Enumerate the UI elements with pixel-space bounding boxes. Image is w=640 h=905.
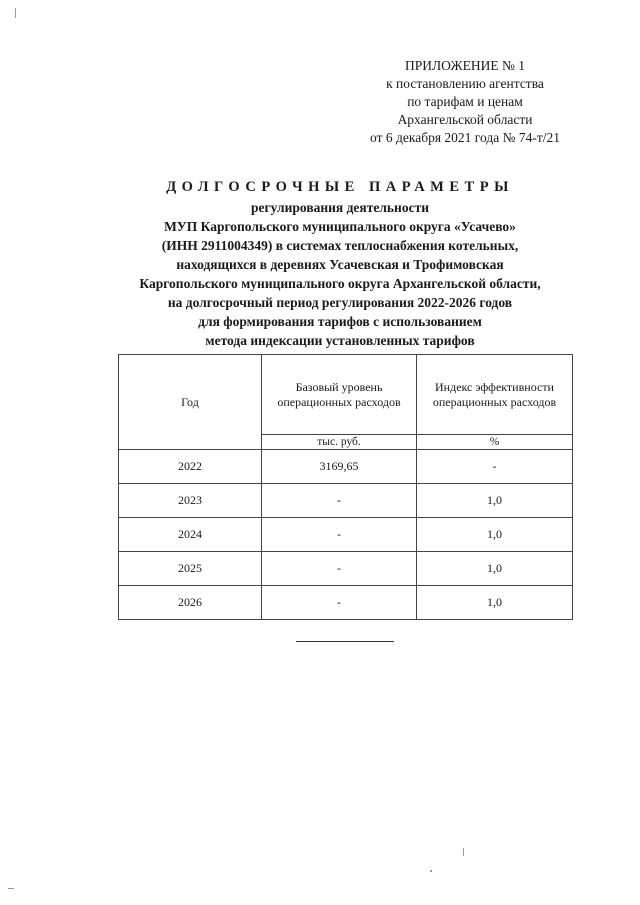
appendix-header (320, 57, 610, 147)
cell-year: 2024 (119, 518, 262, 552)
title-line: (ИНН 2911004349) в системах теплоснабжения котельных, (161, 238, 519, 253)
unit-index: % (417, 435, 573, 450)
closing-rule (296, 641, 394, 642)
table-row (119, 484, 573, 518)
appendix-line: по тарифам и ценам (407, 94, 523, 109)
scan-speck (430, 870, 432, 872)
cell-base: - (262, 518, 417, 552)
appendix-line: к постановлению агентства (386, 76, 544, 91)
appendix-number: ПРИЛОЖЕНИЕ № 1 (404, 58, 526, 73)
title-line: регулирования деятельности (251, 200, 429, 215)
title-line: МУП Каргопольского муниципального округа «Усачево» (164, 219, 516, 234)
cell-year: 2022 (119, 450, 262, 484)
cell-year: 2026 (119, 586, 262, 620)
appendix-date: от 6 декабря 2021 года № 74-т/21 (370, 130, 560, 145)
unit-base: тыс. руб. (262, 435, 417, 450)
cell-base: - (262, 484, 417, 518)
title-line: для формирования тарифов с использованием (198, 314, 482, 329)
header-base-line2: операционных расходов (277, 394, 401, 409)
title-heading: ДОЛГОСРОЧНЫЕ ПАРАМЕТРЫ (166, 179, 514, 195)
header-year (119, 355, 262, 450)
parameters-table (118, 354, 573, 620)
title-line: Каргопольского муниципального округа Архангельской области, (139, 276, 541, 291)
cell-base: - (262, 586, 417, 620)
appendix-line: Архангельской области (397, 112, 533, 127)
title-line: на долгосрочный период регулирования 2022-2026 годов (167, 295, 513, 310)
table-header-row (119, 355, 573, 435)
header-efficiency-index (417, 355, 573, 435)
scan-speck (8, 888, 14, 889)
table-row (119, 586, 573, 620)
cell-index: 1,0 (417, 518, 573, 552)
header-year-label: Год (181, 394, 199, 409)
title-line: метода индексации установленных тарифов (205, 333, 475, 348)
table-row (119, 518, 573, 552)
table-row (119, 450, 573, 484)
cell-index: - (417, 450, 573, 484)
scan-speck (463, 848, 464, 856)
cell-year: 2025 (119, 552, 262, 586)
header-index-line2: операционных расходов (432, 394, 557, 409)
header-index-line1: Индекс эффективности (435, 379, 554, 394)
cell-index: 1,0 (417, 552, 573, 586)
header-base-line1: Базовый уровень (295, 379, 383, 394)
cell-index: 1,0 (417, 586, 573, 620)
cell-year: 2023 (119, 484, 262, 518)
document-title (70, 178, 610, 350)
cell-index: 1,0 (417, 484, 573, 518)
header-base-level (262, 355, 417, 435)
table-row (119, 552, 573, 586)
cell-base: - (262, 552, 417, 586)
title-line: находящихся в деревнях Усачевская и Трофимовская (176, 257, 504, 272)
cell-base: 3169,65 (262, 450, 417, 484)
scan-speck (15, 8, 16, 18)
